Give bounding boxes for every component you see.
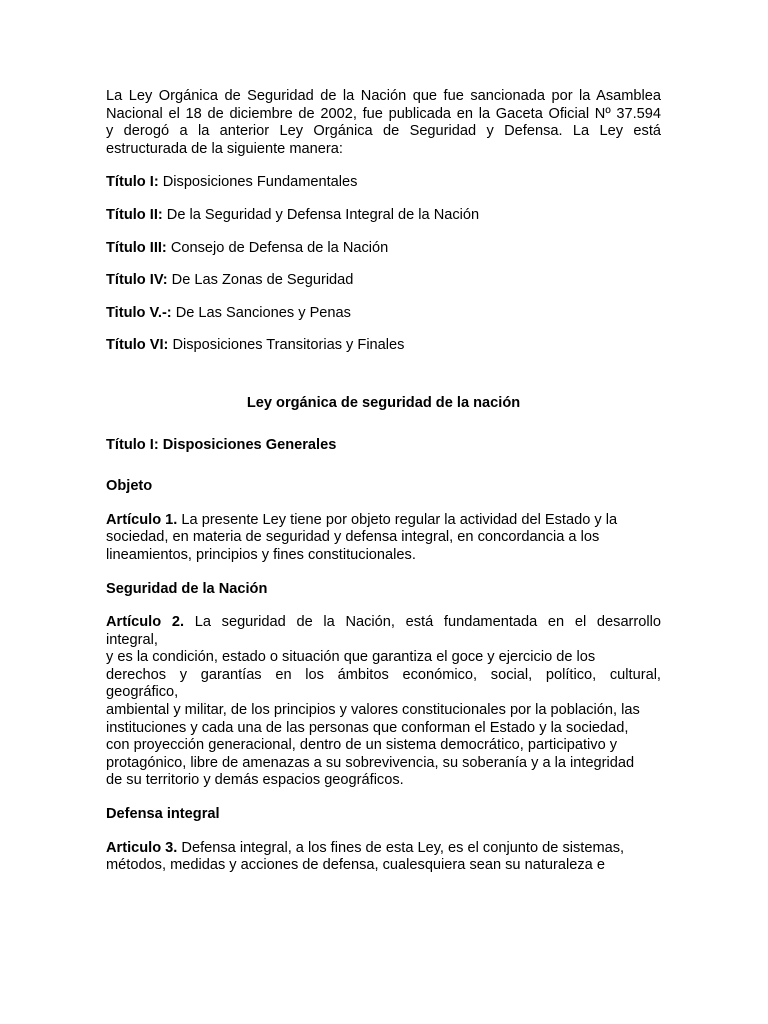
article-line: ambiental y militar, de los principios y valores constitucionales por la población, las — [106, 702, 640, 719]
article-2 — [106, 614, 661, 790]
article-line: geográfico, — [106, 684, 179, 701]
article-3 — [106, 840, 661, 875]
article-1 — [106, 512, 661, 565]
title-text: Disposiciones Transitorias y Finales — [168, 337, 405, 354]
title-item — [106, 305, 661, 323]
section-heading-defensa: Defensa integral — [106, 806, 220, 823]
title-text: De Las Zonas de Seguridad — [167, 272, 354, 289]
article-line: con proyección generacional, dentro de un sistema democrático, participativo y — [106, 737, 618, 754]
article-line: de su territorio y demás espacios geográficos. — [106, 772, 404, 789]
title-label: Título III: — [106, 239, 167, 256]
title-label: Título IV: — [106, 272, 168, 289]
article-line: lineamientos, principios y fines constitucionales. — [106, 546, 416, 563]
title-item — [106, 272, 661, 290]
article-label: Artículo 2. — [106, 614, 185, 631]
title-text: Disposiciones Fundamentales — [158, 174, 358, 191]
article-text: La presente Ley tiene por objeto regular la actividad del Estado y la — [177, 511, 618, 528]
title-label: Título I: — [106, 174, 159, 191]
title-label: Titulo V.-: — [106, 304, 172, 321]
title-text: De Las Sanciones y Penas — [171, 304, 351, 321]
title-item — [106, 174, 661, 192]
article-line: y es la condición, estado o situación que garantiza el goce y ejercicio de los — [106, 649, 596, 666]
title-label: Título VI: — [106, 337, 169, 354]
title-text: Consejo de Defensa de la Nación — [166, 239, 389, 256]
intro-line: La Ley Orgánica de Seguridad de la Nación que fue sancionada por la Asamblea — [106, 88, 661, 104]
section-heading-objeto: Objeto — [106, 478, 153, 495]
title-item — [106, 207, 661, 225]
document-page — [106, 88, 661, 875]
article-line: derechos y garantías en los ámbitos económico, social, político, cultural, — [106, 666, 661, 683]
law-heading: Ley orgánica de seguridad de la nación — [246, 394, 521, 411]
article-line: sociedad, en materia de seguridad y defensa integral, en concordancia a los — [106, 529, 600, 546]
article-line: integral, — [106, 631, 158, 648]
article-line: protagónico, libre de amenazas a su sobrevivencia, su soberanía y a la integridad — [106, 754, 635, 771]
section-heading-seguridad: Seguridad de la Nación — [106, 580, 268, 597]
intro-paragraph — [106, 88, 661, 158]
article-text: Defensa integral, a los fines de esta Ley, es el conjunto de sistemas, — [177, 839, 625, 856]
intro-line: Nacional el 18 de diciembre de 2002, fue publicada en la Gaceta Oficial Nº 37.594 — [106, 105, 661, 122]
title-label: Título II: — [106, 206, 163, 223]
article-line: instituciones y cada una de las personas que conforman el Estado y la sociedad, — [106, 719, 629, 736]
article-line: métodos, medidas y acciones de defensa, cualesquiera sean su naturaleza e — [106, 857, 605, 874]
intro-line: estructurada de la siguiente manera: — [106, 140, 343, 157]
article-label: Articulo 3. — [106, 839, 178, 856]
article-text: La seguridad de la Nación, está fundamentada en el desarrollo — [184, 614, 661, 631]
title-text: De la Seguridad y Defensa Integral de la Nación — [162, 206, 480, 223]
title-item — [106, 337, 661, 355]
title-item — [106, 240, 661, 258]
article-label: Artículo 1. — [106, 511, 178, 528]
intro-line: y derogó a la anterior Ley Orgánica de Seguridad y Defensa. La Ley está — [106, 123, 661, 140]
title-one-heading: Título I: Disposiciones Generales — [106, 436, 337, 453]
title-list — [106, 174, 661, 355]
